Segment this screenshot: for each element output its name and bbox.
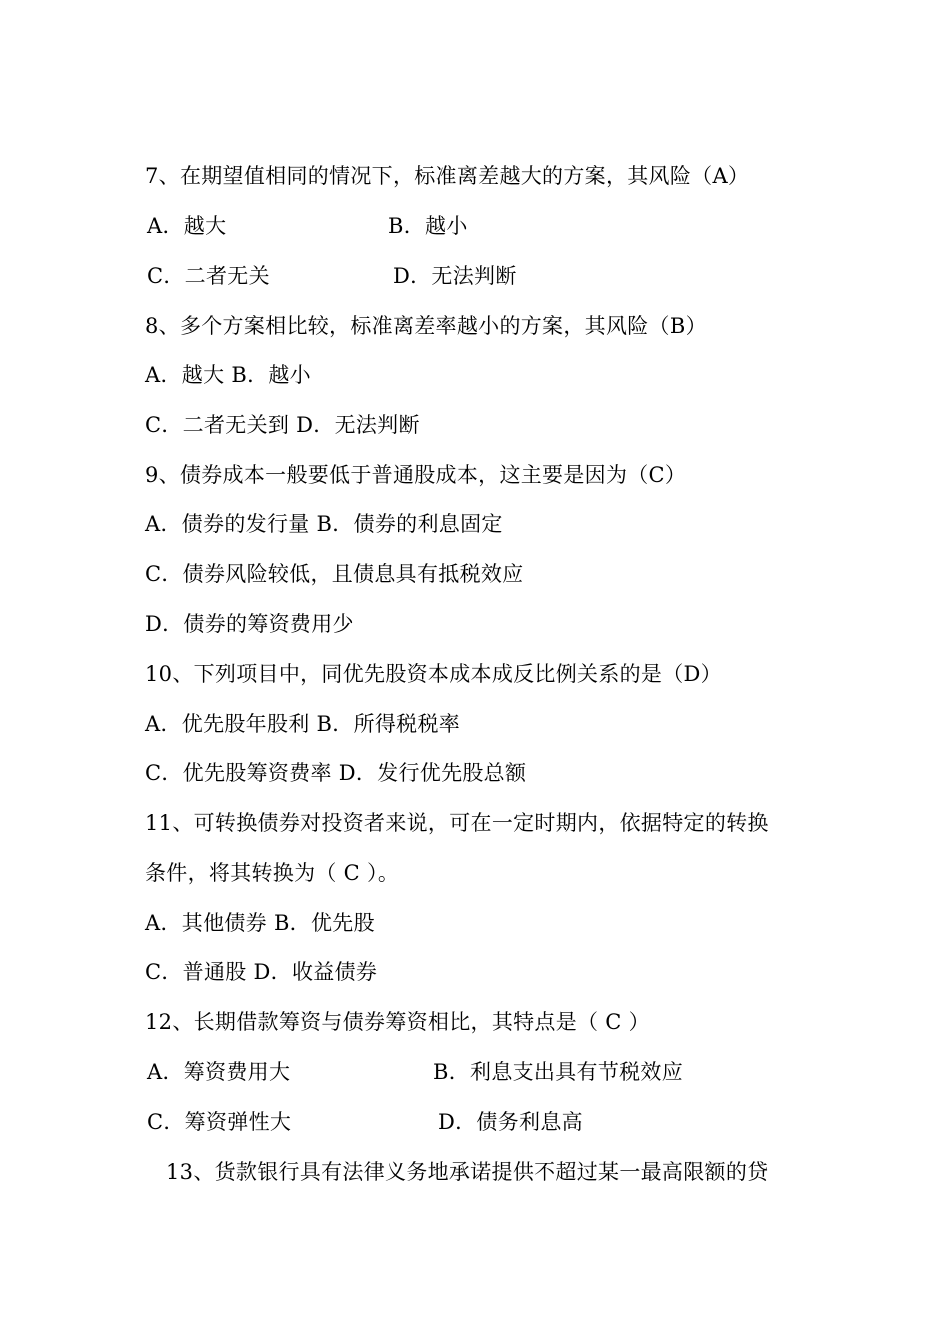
question-9-options-ab: A．债券的发行量 B．债券的利息固定 — [145, 512, 503, 536]
question-12-option-c: C．筹资弹性大 — [147, 1110, 292, 1134]
question-11-stem-line-1: 11、可转换债券对投资者来说，可在一定时期内，依据特定的转换 — [145, 811, 769, 835]
question-7-option-b: B．越小 — [388, 214, 468, 238]
question-9-option-d: D．债券的筹资费用少 — [145, 612, 354, 636]
question-10-options-cd: C．优先股筹资费率 D．发行优先股总额 — [145, 761, 527, 785]
question-10-options-ab: A．优先股年股利 B．所得税税率 — [145, 712, 461, 736]
question-8-options-ab: A．越大 B．越小 — [145, 363, 311, 387]
question-9-option-c: C．债券风险较低，且债息具有抵税效应 — [145, 562, 524, 586]
question-8-options-cd: C．二者无关到 D．无法判断 — [145, 413, 420, 437]
question-9-stem: 9、债券成本一般要低于普通股成本，这主要是因为（C） — [145, 463, 687, 487]
question-7-option-c: C．二者无关 — [147, 264, 270, 288]
question-13-stem-line-1: 13、货款银行具有法律义务地承诺提供不超过某一最高限额的贷 — [166, 1160, 769, 1184]
question-12-option-b: B．利息支出具有节税效应 — [433, 1060, 684, 1084]
question-12-stem: 12、长期借款筹资与债券筹资相比，其特点是（ C ） — [145, 1010, 650, 1034]
question-7-option-a: A．越大 — [147, 214, 227, 238]
question-11-options-ab: A．其他债券 B．优先股 — [145, 911, 375, 935]
question-7-stem: 7、在期望值相同的情况下，标准离差越大的方案，其风险（A） — [145, 164, 750, 188]
question-8-stem: 8、多个方案相比较，标准离差率越小的方案，其风险（B） — [145, 314, 707, 338]
question-11-options-cd: C．普通股 D．收益债券 — [145, 960, 378, 984]
question-10-stem: 10、下列项目中，同优先股资本成本成反比例关系的是（D） — [145, 662, 722, 686]
question-12-option-a: A．筹资费用大 — [147, 1060, 291, 1084]
question-11-stem-line-2: 条件，将其转换为（ C ）。 — [145, 861, 400, 885]
question-7-option-d: D．无法判断 — [393, 264, 517, 288]
question-12-option-d: D．债务利息高 — [438, 1110, 583, 1134]
